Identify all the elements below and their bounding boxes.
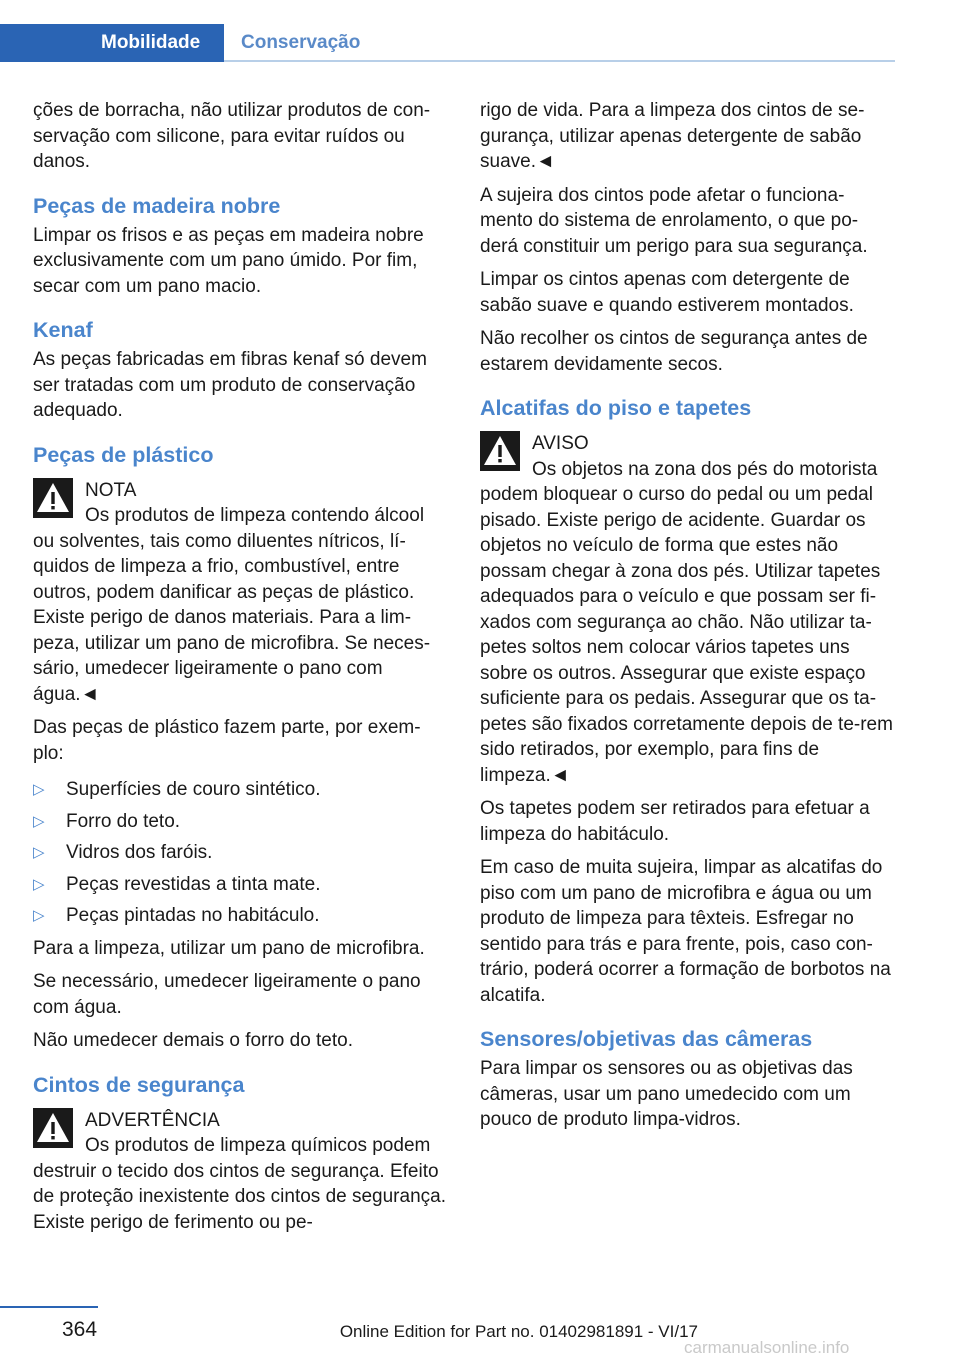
heading-plastico: Peças de plástico: [33, 442, 214, 467]
caution-body: Os objetos na zona dos pés do motorista podem bloquear o curso do pedal ou um pedal pisado. Existe perigo de acidente. Guardar os objetos no veículo de forma que estes não possam chegar à zona dos pés. Utilizar tapetes adequados para o veículo e que possam ser fi-xados com segurança ao chão. Não utilizar ta-petes soltos nem colocar vários tapetes uns sobre os outros. Assegurar que existe espaço suficiente para os pedais. Assegurar que os ta-petes são fixados corretamente depois de te-rem sido retirados, por exemplo, para fins de limpeza.◄: [480, 458, 893, 786]
paragraph: Não recolher os cintos de segurança antes de estarem devidamente secos.: [480, 328, 868, 375]
heading-alcatifas: Alcatifas do piso e tapetes: [480, 396, 752, 420]
paragraph: Se necessário, umedecer ligeiramente o pano com água.: [33, 971, 421, 1018]
header-active-rule: [0, 60, 224, 62]
heading-kenaf: Kenaf: [33, 318, 93, 342]
paragraph: Limpar os frisos e as peças em madeira nobre exclusivamente com um pano úmido. Por fim, secar com um pano macio.: [33, 224, 424, 297]
paragraph: Não umedecer demais o forro do teto.: [33, 1030, 354, 1051]
triangle-bullet-icon: ▷: [33, 844, 45, 861]
warning-triangle-icon: [33, 1108, 73, 1148]
heading-sensores: Sensores/objetivas das câmeras: [480, 1027, 813, 1051]
footer-rule: [0, 1306, 98, 1308]
header-tabs: [0, 24, 384, 62]
paragraph: Limpar os cintos apenas com detergente de sabão suave e quando estiverem montados.: [480, 269, 854, 316]
triangle-bullet-icon: ▷: [33, 781, 45, 798]
list-item: ▷ Peças revestidas a tinta mate.: [33, 869, 449, 901]
warning-triangle-icon: [480, 431, 520, 471]
left-column: [33, 98, 449, 1243]
triangle-bullet-icon: ▷: [33, 907, 45, 924]
tab-conservacao[interactable]: Conservação: [241, 32, 361, 53]
note-title: NOTA: [85, 479, 137, 501]
paragraph: ções de borracha, não utilizar produtos de con-servação com silicone, para evitar ruídos ou danos.: [33, 100, 431, 172]
warning-box: [33, 1108, 449, 1236]
warning-triangle-icon: [33, 478, 73, 518]
triangle-bullet-icon: ▷: [33, 875, 45, 893]
list-item: ▷ Vidros dos faróis.: [33, 837, 449, 869]
paragraph: rigo de vida. Para a limpeza dos cintos de se-gurança, utilizar apenas detergente de sabão suave.◄: [480, 100, 865, 172]
paragraph: Das peças de plástico fazem parte, por exem-plo:: [33, 717, 421, 764]
right-column: [480, 98, 896, 1141]
paragraph: Os tapetes podem ser retirados para efetuar a limpeza do habitáculo.: [480, 798, 870, 845]
page-number: 364: [62, 1318, 98, 1341]
watermark: carmanualsonline.info: [684, 1338, 850, 1357]
list-item: ▷ Superfícies de couro sintético.: [33, 774, 449, 806]
edition-note: Online Edition for Part no. 01402981891 - VI/17: [339, 1322, 698, 1341]
paragraph: Em caso de muita sujeira, limpar as alcatifas do piso com um pano de microfibra e água ou um produto de limpeza para têxteis. Esfregar no sentido para trás e para frente, pois, caso con-trário, poderá ocorrer a formação de borbotos na alcatifa.: [480, 857, 891, 1006]
paragraph: Para a limpeza, utilizar um pano de microfibra.: [33, 937, 425, 959]
header-rule: [224, 60, 895, 62]
note-body: Os produtos de limpeza contendo álcool ou solventes, tais como diluentes nítricos, lí-quidos de limpeza a frio, combustível, entre outros, podem danificar as peças de plástico. Existe perigo de danos materiais. Para a lim-peza, utilizar um pano de microfibra. Se neces-sário, umedecer ligeiramente o pano com água.◄: [33, 505, 431, 705]
paragraph: A sujeira dos cintos pode afetar o funciona-mento do sistema de enrolamento, o que po-derá constituir um perigo para sua segurança.: [480, 184, 868, 257]
heading-madeira: Peças de madeira nobre: [33, 193, 281, 218]
heading-cintos: Cintos de segurança: [33, 1072, 245, 1097]
tab-mobilidade[interactable]: Mobilidade: [0, 24, 224, 62]
warning-body: Os produtos de limpeza químicos podem destruir o tecido dos cintos de segurança. Efeito de proteção inexistente dos cintos de segurança. Existe perigo de ferimento ou pe-: [33, 1135, 446, 1233]
paragraph: Para limpar os sensores ou as objetivas das câmeras, usar um pano umedecido com um pouco de produto limpa-vidros.: [480, 1058, 853, 1130]
list-item: ▷ Forro do teto.: [33, 806, 449, 838]
bullet-list: [33, 774, 449, 932]
caution-title: AVISO: [532, 433, 589, 454]
list-item: ▷ Peças pintadas no habitáculo.: [33, 900, 449, 932]
warning-title: ADVERTÊNCIA: [85, 1109, 220, 1131]
note-box: [33, 478, 449, 708]
triangle-bullet-icon: ▷: [33, 812, 45, 830]
caution-box: [480, 431, 896, 788]
paragraph: As peças fabricadas em fibras kenaf só devem ser tratadas com um produto de conservação adequado.: [33, 349, 427, 421]
